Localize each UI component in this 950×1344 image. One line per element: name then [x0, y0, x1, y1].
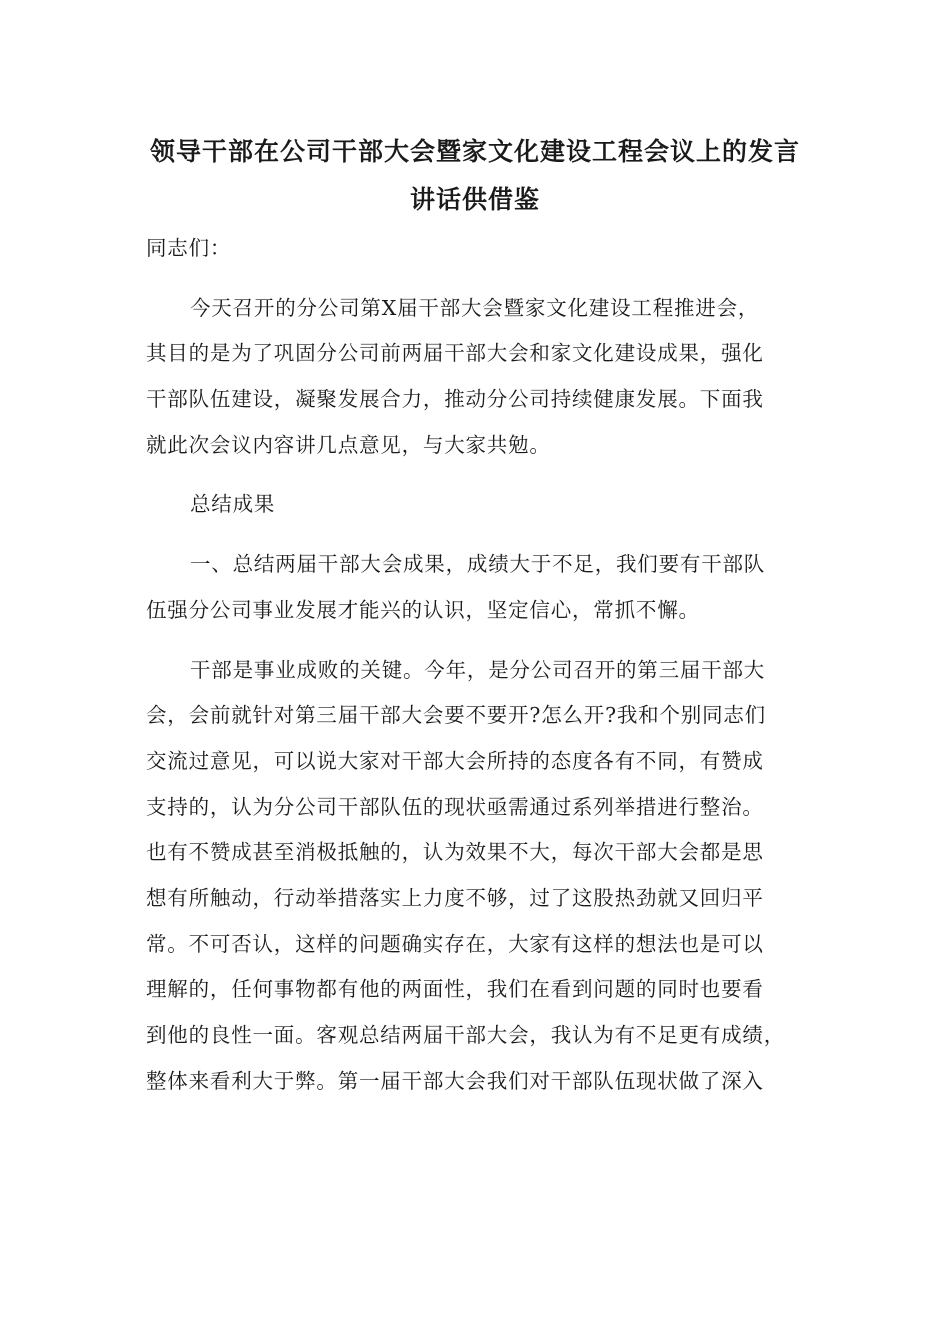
title-line: 讲话供借鉴: [409, 185, 540, 214]
section-heading: [146, 482, 806, 528]
paragraph-line: 干部队伍建设，凝聚发展合力，推动分公司持续健康发展。下面我: [146, 387, 764, 412]
paragraph-line: 干部是事业成败的关键。今年，是分公司召开的第三届干部大: [190, 657, 766, 682]
title-line: 领导干部在公司干部大会暨家文化建设工程会议上的发言: [149, 137, 800, 166]
paragraph-gap: [146, 528, 806, 542]
paragraph-line: 今天召开的分公司第X届干部大会暨家文化建设工程推进会，: [190, 295, 760, 320]
paragraph: [146, 286, 806, 469]
paragraph-line: 一、总结两届干部大会成果，成绩大于不足，我们要有干部队: [190, 552, 766, 577]
paragraph-gap: [146, 634, 806, 648]
paragraph-gap: [146, 468, 806, 482]
paragraph-line: 理解的，任何事物都有他的两面性，我们在看到问题的同时也要看: [146, 977, 764, 1002]
paragraph-line: 也有不赞成甚至消极抵触的，认为效果不大，每次干部大会都是思: [146, 840, 764, 865]
paragraph: [146, 648, 806, 1105]
paragraph-line: 支持的，认为分公司干部队伍的现状亟需通过系列举措进行整治。: [146, 794, 764, 819]
salutation: 同志们：: [146, 236, 232, 260]
paragraph-line: 想有所触动，行动举措落实上力度不够，过了这股热劲就又回归平: [146, 885, 764, 910]
paragraph-line: 会，会前就针对第三届干部大会要不要开?怎么开?我和个别同志们: [146, 703, 766, 728]
document-body: [146, 226, 806, 1104]
paragraph-line: 常。不可否认，这样的问题确实存在，大家有这样的想法也是可以: [146, 931, 764, 956]
paragraph-line: 其目的是为了巩固分公司前两届干部大会和家文化建设成果，强化: [146, 341, 764, 366]
paragraph-line: 整体来看利大于弊。第一届干部大会我们对干部队伍现状做了深入: [146, 1068, 764, 1093]
paragraph: [146, 542, 806, 633]
paragraph-line: 就此次会议内容讲几点意见，与大家共勉。: [146, 432, 551, 457]
paragraph-gap: [146, 272, 806, 286]
paragraph-line: 交流过意见，可以说大家对干部大会所持的态度各有不同，有赞成: [146, 748, 764, 773]
paragraph-line: 到他的良性一面。客观总结两届干部大会，我认为有不足更有成绩，: [146, 1023, 785, 1047]
section-heading-text: 总结成果: [190, 492, 276, 517]
paragraph-line: 伍强分公司事业发展才能兴的认识，坚定信心，常抓不懈。: [146, 597, 700, 622]
document-title: [120, 128, 830, 224]
